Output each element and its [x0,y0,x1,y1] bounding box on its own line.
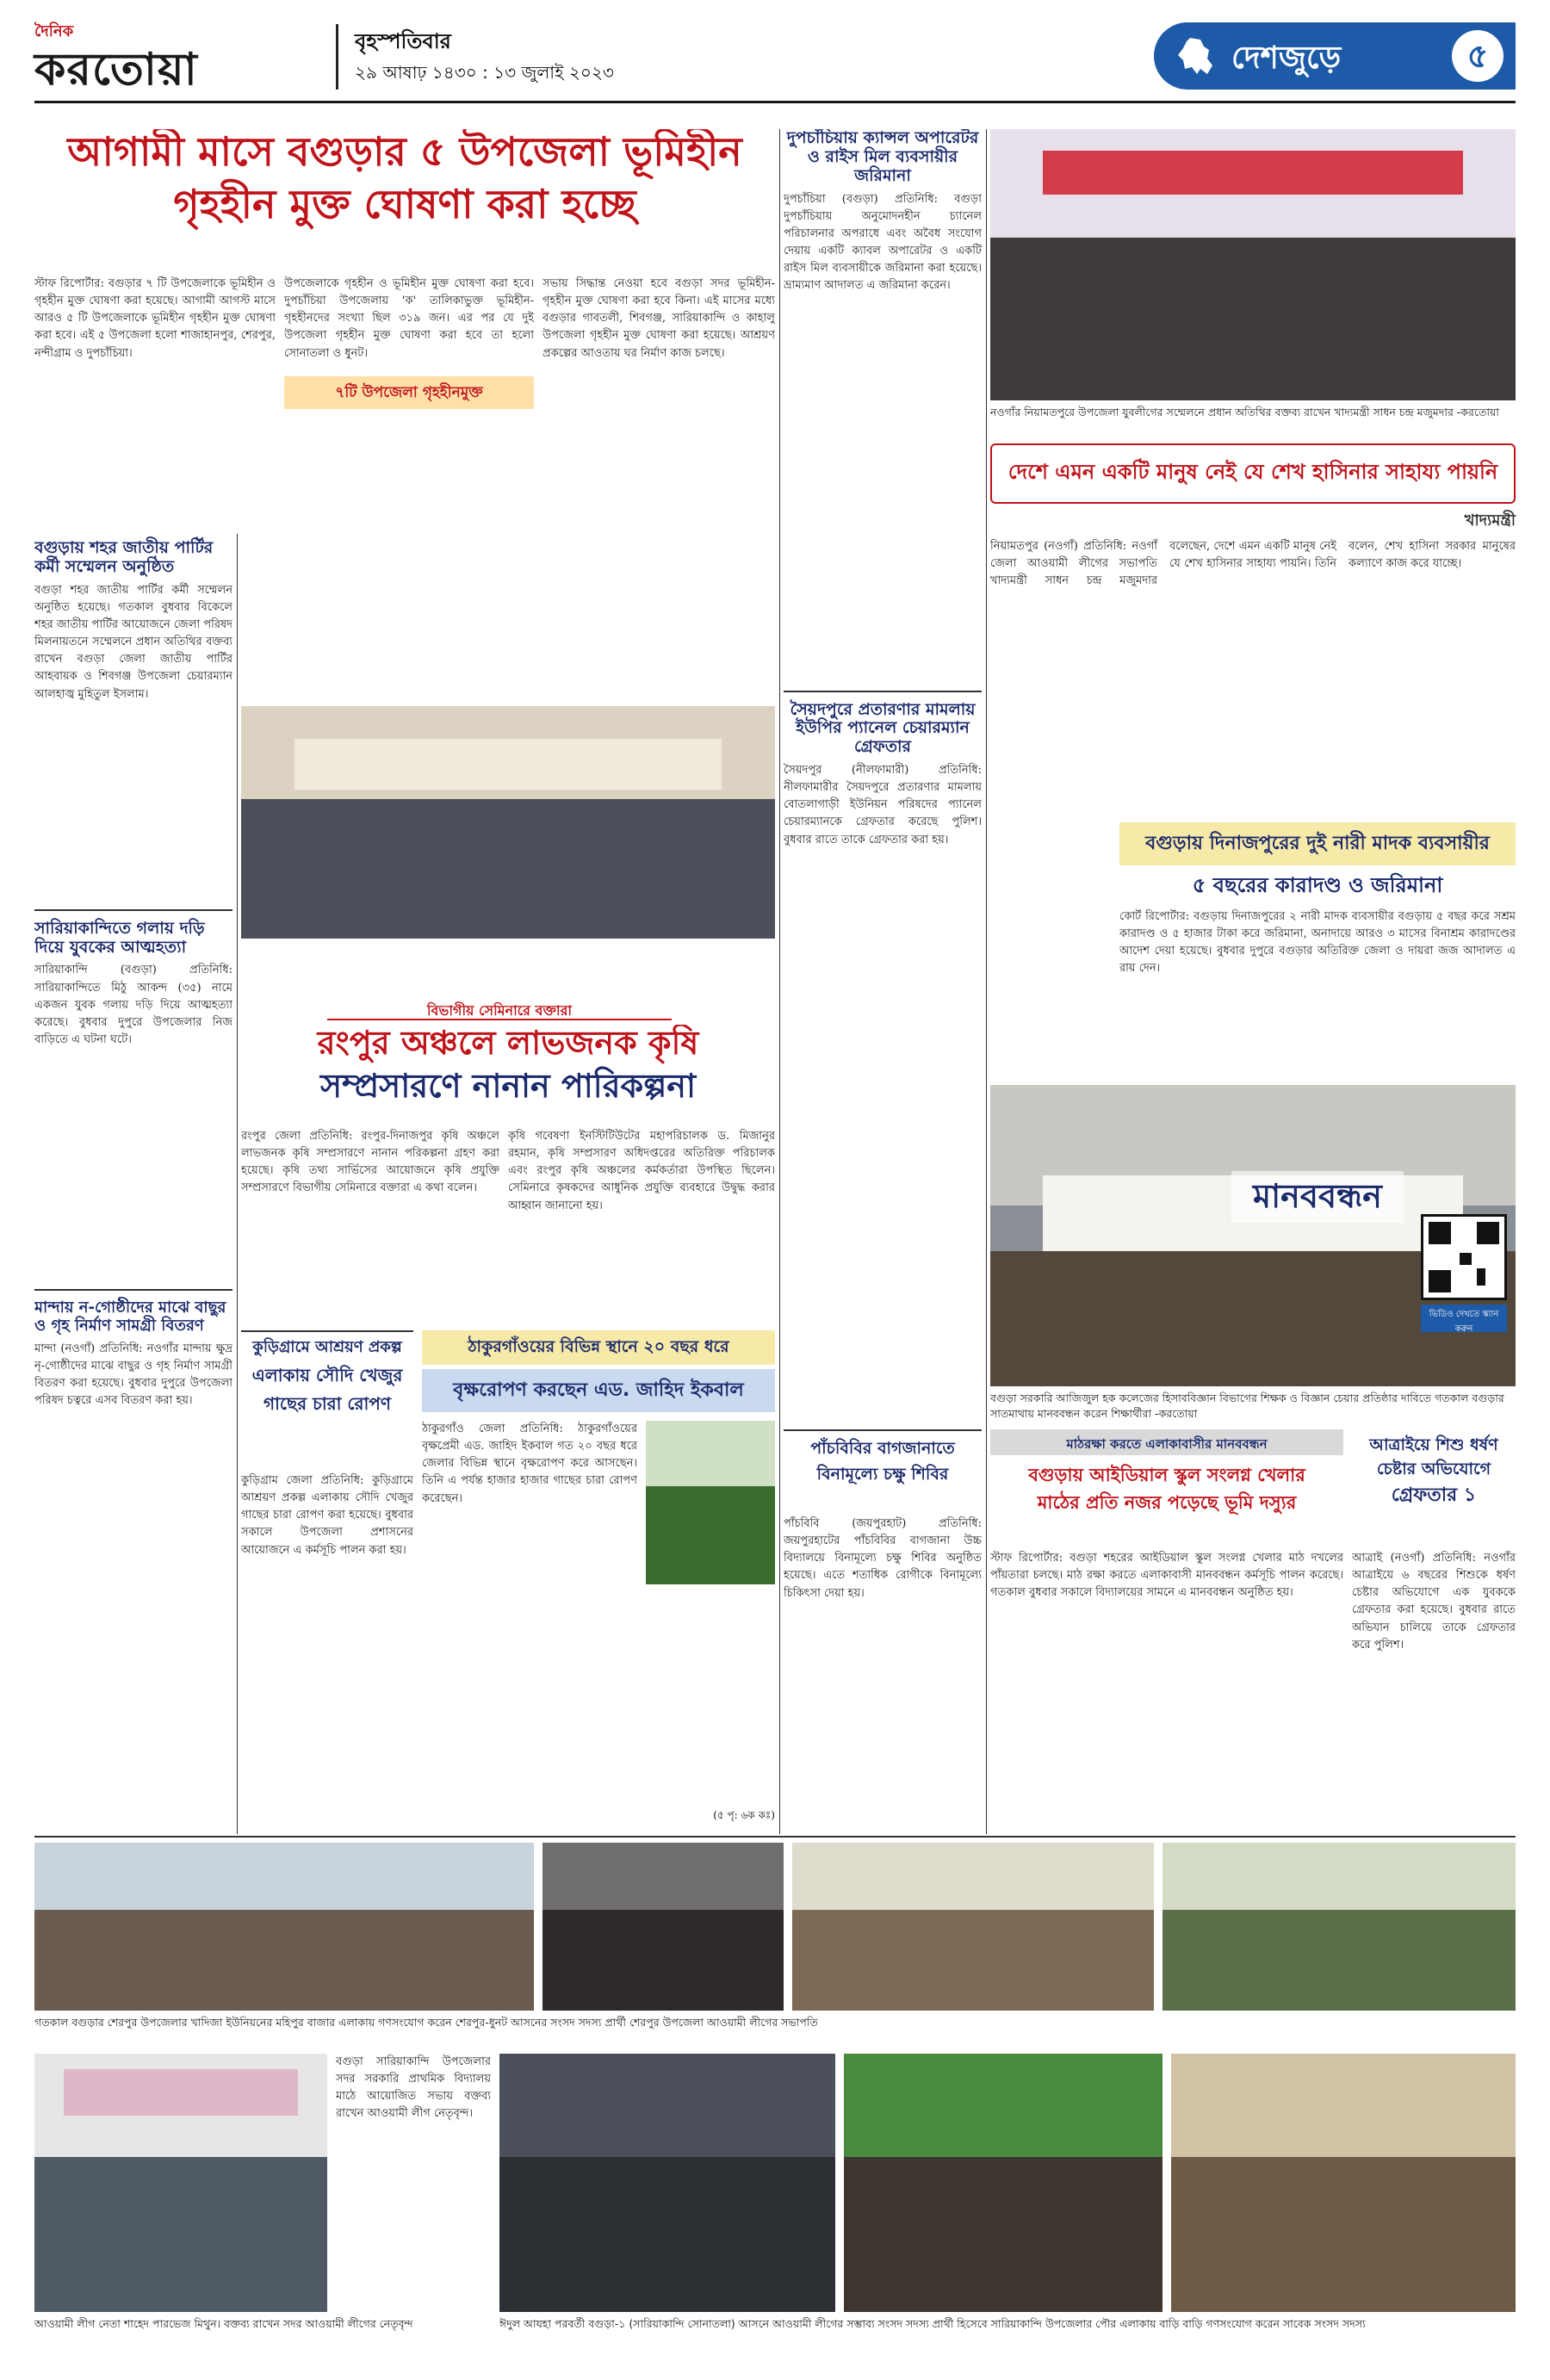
ideal-body-text: স্টাফ রিপোর্টার: বগুড়া শহরের আইডিয়াল স্কুল সংলগ্ন খেলার মাঠ দখলের পাঁয়তারা চলছে। মাঠ রক্ষা করতে এলাকাবাসী মানববন্ধন কর্মসূচি পালন করেছে। গতকাল বুধবার সকালে বিদ্যালয়ের সামনে এ মানববন্ধন অনুষ্ঠিত হয়। [990,1552,1343,1600]
bottom-photo-4[interactable] [1162,1843,1516,2011]
bottom-photo-8[interactable] [1171,2054,1516,2312]
thakurgaon-headline-1[interactable]: ঠাকুরগাঁওয়ের বিভিন্ন স্থানে ২০ বছর ধরে [468,1337,729,1356]
dinajpur-body [1119,908,1516,1081]
logo-tagline: দৈনিক [34,22,74,40]
eye-camp-headline-2[interactable]: বিনামূল্যে চক্ষু শিবির [816,1464,949,1484]
atrai-head [1352,1429,1516,1541]
bottom-photo-7[interactable] [844,2054,1162,2312]
eye-camp-head [784,1429,982,1507]
quote-attribution: খাদ্যমন্ত্রী [1464,511,1516,530]
manda-headline[interactable]: মান্দায় ন-গোষ্ঠীদের মাঝে বাছুর ও গৃহ নির্মাণ সামগ্রী বিতরণ [34,1289,232,1340]
lead-body-1: স্টাফ রিপোর্টার: বগুড়ার ৭ টি উপজেলাকে ভূমিহীন ও গৃহহীন মুক্ত ঘোষণা করা হয়েছে। আগামী আগস্ট মাসে আরও ৫ টি উপজেলাকে ভূমিহীন গৃহহীন মুক্ত ঘোষণা করা হবে। এই ৫ উপজেলা হলো শাজাহানপুর, শেরপুর, নন্দীগ্রাম ও দুপচাঁচিয়া। [34,277,276,360]
header-date: ২৯ আষাঢ় ১৪৩০ : ১৩ জুলাই ২০২৩ [355,62,614,83]
video-qr-code[interactable] [1421,1214,1507,1300]
kurigram-headline-2[interactable]: এলাকায় সৌদি খেজুর [251,1364,403,1385]
seminar-body-col-1 [241,1128,499,1317]
paper-logo[interactable] [34,19,310,96]
cable-fine-headline[interactable]: দুপচাঁচিয়ায় ক্যান্সল অপারেটর ও রাইস মিল ব্যবসায়ীর জরিমানা [786,129,979,185]
bottom-photo-6[interactable] [499,2054,835,2312]
seminar-kicker: বিভাগীয় সেমিনারে বক্তারা [327,995,672,1020]
dinajpur-headline-box [1119,822,1516,865]
seminar-headline [241,1025,775,1119]
jatiya-party-photo[interactable] [241,706,775,939]
lead-body-col-1 [34,276,276,568]
lead-subhead: ৭টি উপজেলা গৃহহীনমুক্ত [284,376,534,409]
thakurgaon-tree-photo[interactable] [646,1421,775,1584]
sherpur-photo[interactable] [34,1843,534,2011]
sherpur-caption: গতকাল বগুড়ার শেরপুর উপজেলার খাদিজা ইউনিয়নের মহিপুর বাজার এলাকায় গণসংযোগ করেন শেরপুর-ধুনট আসনের সংসদ সদস্য প্রার্থী শেরপুর উপজেলা আওয়ামী লীগের সভাপতি [34,2016,818,2029]
suicide-body: সারিয়াকান্দি (বগুড়া) প্রতিনিধি: সারিয়াকান্দিতে মিঠু আকন্দ (৩৫) নামে একজন যুবক গলায় দড়ি দিয়ে আত্মহত্যা করেছে। বুধবার দুপুরে উপজেলার নিজ বাড়িতে এ ঘটনা ঘটে। [34,964,232,1046]
logo-wordmark: করতোয়া [34,44,198,96]
column-rule [779,129,780,1834]
suicide-headline[interactable]: সারিয়াকান্দিতে গলায় দড়ি দিয়ে যুবকের আত্মহত্যা [34,909,232,963]
jatiya-party-caption [241,943,775,977]
bottom-photo-2[interactable] [542,1843,784,2011]
sariakandi-body-text: বগুড়া সারিয়াকান্দি উপজেলার সদর সরকারি প্রাথমিক বিদ্যালয় মাঠে আয়োজিত সভায় বক্তব্য রাখেন আওয়ামী লীগ নেতৃবৃন্দ। [336,2055,491,2121]
seminar-headline-line-1[interactable]: রংপুর অঞ্চলে লাভজনক কৃষি [317,1025,699,1062]
seminar-body-col-2 [508,1128,775,1317]
atrai-headline-3[interactable]: গ্রেফতার ১ [1391,1484,1477,1506]
mithun-photo[interactable] [34,2054,327,2312]
eye-camp-body [784,1515,982,1834]
food-minister-photo[interactable] [990,129,1516,400]
thakurgaon-continued: (৫ পৃ: ৬ক কঃ) [713,1809,775,1821]
lead-body-2: উপজেলাকে গৃহহীন ও ভূমিহীন মুক্ত ঘোষণা করা হবে। দুপচাঁচিয়া উপজেলায় 'ক' তালিকাভুক্ত ভূমিহীন-গৃহহীনদের সংখ্যা ছিল ৩১৯ জন। এর পর যে দুই উপজেলা গৃহহীন মুক্ত ঘোষণা করা হবে তা হলো সোনাতলা ও ধুনট। [284,277,534,360]
sariakandi-campaign-caption: ঈদুল আযহা পরবর্তী বগুড়া-১ (সারিয়াকান্দি সোনাতলা) আসনে আওয়ামী লীগের সম্ভাব্য সংসদ সদস্য প্রার্থী হিসেবে সারিয়াকান্দি উপজেলার পৌর এলাকায় বাড়ি বাড়ি গণসংযোগ করেন সাবেক সংসদ সদস্য [499,2317,1366,2330]
atrai-headline-2[interactable]: চেষ্টার অভিযোগে [1376,1459,1491,1478]
kurigram-headline-3[interactable]: গাছের চারা রোপণ [264,1392,391,1414]
quote-body-text: নিয়ামতপুর (নওগাঁ) প্রতিনিধি: নওগাঁ জেলা আওয়ামী লীগের সভাপতি খাদ্যমন্ত্রী সাধন চন্দ্র মজুমদার বলেছেন, দেশে এমন একটি মানুষ নেই যে শেখ হাসিনার সাহায্য পায়নি। তিনি বলেন, শেখ হাসিনা সরকার মানুষের কল্যাণে কাজ করে যাচ্ছে। [990,540,1516,588]
kurigram-headline-1[interactable]: কুড়িগ্রামে আশ্রয়ণ প্রকল্প [252,1338,402,1356]
thakurgaon-headline-2[interactable]: বৃক্ষরোপণ করছেন এড. জাহিদ ইকবাল [453,1379,744,1401]
eye-camp-headline-1[interactable]: পাঁচবিবির বাগজানাতে [810,1439,955,1458]
thakurgaon-kicker-box [422,1330,775,1365]
lead-headline-line-1[interactable]: আগামী মাসে বগুড়ার ৫ উপজেলা ভূমিহীন [67,129,742,175]
section-name: দেশজুড়ে [1231,40,1342,76]
horizontal-rule [34,1836,1516,1838]
lead-story [34,129,775,267]
ideal-headline-line-2[interactable]: মাঠের প্রতি নজর পড়েছে ভূমি দস্যুর [1037,1492,1297,1514]
kurigram-body-text: কুড়িগ্রাম জেলা প্রতিনিধি: কুড়িগ্রামে আশ্রয়ণ প্রকল্প এলাকায় সৌদি খেজুর গাছের চারা রোপণ করা হয়েছে। বুধবার সকালে উপজেলা প্রশাসনের আয়োজনে এ কর্মসূচি পালন করা হয়। [241,1474,413,1557]
jatiya-party-headline[interactable]: বগুড়ায় শহর জাতীয় পার্টির কর্মী সম্মেলন অনুষ্ঠিত [34,538,214,576]
saidpur-headline[interactable]: সৈয়দপুরে প্রতারণার মামলায় ইউপির প্যানেল চেয়ারম্যান গ্রেফতার [784,691,982,763]
top-middle-column [784,129,982,1076]
lead-headline-line-2[interactable]: গৃহহীন মুক্ত ঘোষণা করা হচ্ছে [173,180,636,227]
seminar-headline-line-2[interactable]: সম্প্রসারণে নানান পারিকল্পনা [320,1066,696,1105]
atrai-body-text: আত্রাই (নওগাঁ) প্রতিনিধি: নওগাঁর আত্রাইয়ে ৬ বছরের শিশুকে ধর্ষণ চেষ্টার অভিযোগে এক যুবককে গ্রেফতার করা হয়েছে। বুধবার রাতে অভিযান চালিয়ে তাকে গ্রেফতার করে পুলিশ। [1352,1552,1516,1652]
ideal-headline-line-1[interactable]: বগুড়ায় আইডিয়াল স্কুল সংলগ্ন খেলার [1028,1465,1305,1485]
eye-camp-body-text: পাঁচবিবি (জয়পুরহাট) প্রতিনিধি: জয়পুরহাটের পাঁচবিবির বাগজানা উচ্চ বিদ্যালয়ে বিনামূল্যে চক্ষু শিবির অনুষ্ঠিত হয়েছে। এতে শতাধিক রোগীকে বিনামূল্যে চিকিৎসা দেয়া হয়। [784,1517,982,1600]
left-column [34,534,232,1808]
manob-banner-text: মানববন্ধন [1231,1171,1404,1223]
thakurgaon-body [422,1421,637,1834]
bottom-photo-3[interactable] [792,1843,1154,2011]
ideal-headline [990,1460,1343,1546]
dinajpur-subhead[interactable]: ৫ বছরের কারাদণ্ড ও জরিমানা [1192,873,1443,897]
qr-label: ভিডিও দেখতে স্ক্যান করুন [1421,1305,1507,1332]
ideal-body [990,1550,1343,1834]
column-rule [237,534,238,1834]
food-minister-caption: নওগাঁর নিয়ামতপুরে উপজেলা যুবলীগের সম্মেলনে প্রধান অতিথির বক্তব্য রাখেন খাদ্যমন্ত্রী সাধন চন্দ্র মজুমদার -করতোয়া [990,406,1499,418]
column-rule [986,129,987,1834]
jatiya-party-body: বগুড়া শহর জাতীয় পার্টির কর্মী সম্মেলন অনুষ্ঠিত হয়েছে। গতকাল বুধবার বিকেলে শহর জাতীয় পার্টির আয়োজনে জেলা পরিষদ মিলনায়তনে সম্মেলনে প্রধান অতিথির বক্তব্য রাখেন বগুড়া জেলা জাতীয় পার্টির আহবায়ক ও শিবগঞ্জ উপজেলা চেয়ারম্যান আলহাজ্ব মুহিতুল ইসলাম। [34,583,232,701]
quote-headline[interactable]: দেশে এমন একটি মানুষ নেই যে শেখ হাসিনার সাহায্য পায়নি [1008,460,1498,484]
dinajpur-headline[interactable]: বগুড়ায় দিনাজপুরের দুই নারী মাদক ব্যবসায়ীর [1145,833,1490,854]
mithun-caption: আওয়ামী লীগ নেতা শাহেদ পারভেজ মিথুন। বক্তব্য রাখেন সদর আওয়ামী লীগের নেতৃবৃন্দ [34,2317,413,2330]
seminar-body-1: রংপুর জেলা প্রতিনিধি: রংপুর-দিনাজপুর কৃষি অঞ্চলে লাভজনক কৃষি সম্প্রসারণে নানান পরিকল্পনা গ্রহণ করা হয়েছে। কৃষি তথ্য সার্ভিসের আয়োজনে কৃষি প্রযুক্তি সম্প্রসারণে বিভাগীয় সেমিনারে বক্তারা এ কথা বলেন। [241,1130,499,1195]
lead-body-col-2 [284,276,534,568]
header-divider [336,24,338,90]
manob-bondhon-caption: বগুড়া সরকারি আজিজুল হক কলেজের হিসাববিজ্ঞান বিভাগের শিক্ষক ও বিজ্ঞান চেয়ার প্রতিষ্ঠার দাবিতে গতকাল বগুড়ার সাতমাথায় মানববন্ধন করেন শিক্ষার্থীরা -করতোয়া [990,1391,1504,1421]
quote-story-banner [990,443,1516,504]
saidpur-body: সৈয়দপুর (নীলফামারী) প্রতিনিধি: নীলফামারীর সৈয়দপুরে প্রতারণার মামলায় বোতলাগাড়ী ইউনিয়ন পরিষদের প্যানেল চেয়ারম্যানকে গ্রেফতার করেছে পুলিশ। বুধবার রাতে তাকে গ্রেফতার করা হয়। [784,764,982,846]
cable-fine-body: দুপচাঁচিয়া (বগুড়া) প্রতিনিধি: বগুড়া দুপচাঁচিয়ায় অনুমোদনহীন চ্যানেল পরিচালনার অপরাধে এবং অবৈধ সংযোগ দেয়ায় একটি ক্যাবল অপারেটর ও একটি রাইস মিল ব্যবসায়ীকে জরিমানা করা হয়েছে। ভ্রাম্যমাণ আদালত এ জরিমানা করেন। [784,192,982,293]
thakurgaon-body-text: ঠাকুরগাঁও জেলা প্রতিনিধি: ঠাকুরগাঁওয়ের বৃক্ষপ্রেমী এড. জাহিদ ইকবাল গত ২০ বছর ধরে জেলার বিভিন্ন স্থানে বৃক্ষরোপণ করে আসছেন। তিনি এ পর্যন্ত হাজার হাজার গাছের চারা রোপণ করেছেন। [422,1422,637,1505]
kurigram-head-box [241,1330,413,1468]
manda-body: মান্দা (নওগাঁ) প্রতিনিধি: নওগাঁর মান্দায় ক্ষুদ্র নৃ-গোষ্ঠীদের মাঝে বাছুর ও গৃহ নির্মাণ সামগ্রী বিতরণ করা হয়েছে। বুধবার দুপুরে উপজেলা পরিষদ চত্বরে এসব বিতরণ করা হয়। [34,1342,232,1408]
bangladesh-map-icon [1175,34,1218,77]
sariakandi-body [336,2054,491,2312]
header-day: বৃহস্পতিবার [355,29,451,53]
kurigram-body [241,1472,413,1834]
lead-body-3: সভায় সিদ্ধান্ত নেওয়া হবে বগুড়া সদর ভূমিহীন-গৃহহীন মুক্ত ঘোষণা করা হবে কিনা। এই মাসের মধ্যে বগুড়ার গাবতলী, শিবগঞ্জ, সারিয়াকান্দি ও কাহালু উপজেলা গৃহহীন মুক্ত ঘোষণা করা হয়েছে। আশ্রয়ণ প্রকল্পের আওতায় ঘর নির্মাণ কাজ চলছে। [542,277,775,360]
page-number: ৫ [1452,30,1504,82]
thakurgaon-title-box [422,1369,775,1412]
atrai-body [1352,1550,1516,1834]
section-tag [1154,22,1516,90]
seminar-body-2: কৃষি গবেষণা ইনস্টিটিউটের মহাপরিচালক ড. মিজানুর রহমান, কৃষি সম্প্রসারণ অধিদপ্তরের অতিরিক্ত পরিচালক এবং রংপুর কৃষি অঞ্চলের কর্মকর্তারা উপস্থিত ছিলেন। সেমিনারে কৃষকদের আধুনিক প্রযুক্তি ব্যবহারে উদ্বুদ্ধ করার আহ্বান জানানো হয়। [508,1130,775,1212]
ideal-kicker: মাঠরক্ষা করতে এলাকাবাসীর মানববন্ধন [990,1429,1343,1455]
quote-body [990,538,1516,814]
atrai-headline-1[interactable]: আত্রাইয়ে শিশু ধর্ষণ [1369,1435,1498,1454]
lead-body-col-3 [542,276,775,568]
masthead [34,17,1516,103]
dinajpur-body-text: কোর্ট রিপোর্টার: বগুড়ায় দিনাজপুরের ২ নারী মাদক ব্যবসায়ীর বগুড়ায় ৫ বছর করে সশ্রম কারাদণ্ড ও ৫ হাজার টাকা করে জরিমানা, অনাদায়ে আরও ৩ মাসের বিনাশ্রম কারাদণ্ডের আদেশ দেয়া হয়েছে। বুধবার দুপুরে বগুড়ার অতিরিক্ত জেলা ও দায়রা জজ আদালত এ রায় দেন। [1119,910,1516,976]
